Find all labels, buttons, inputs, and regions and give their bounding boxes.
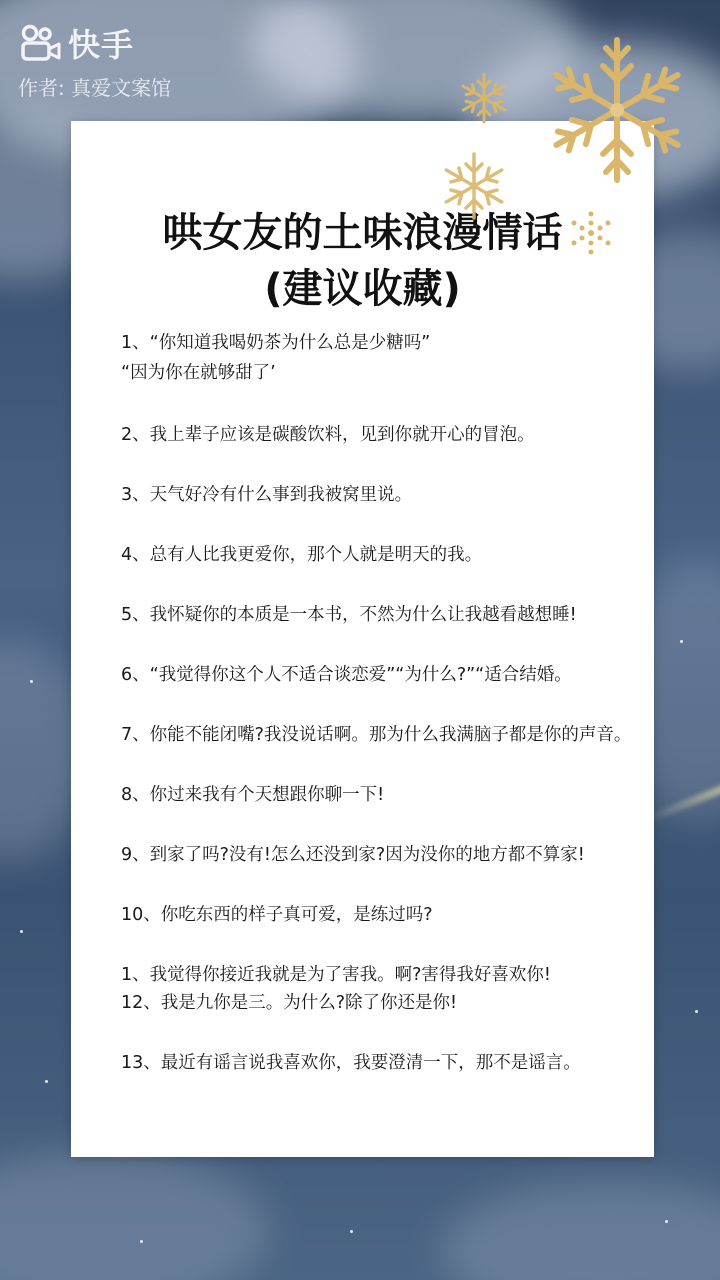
author-label: 作者: 真爱文案馆 [18,76,172,100]
app-brand[interactable] [18,20,134,66]
list-item: 4、总有人比我更爱你，那个人就是明天的我。 [121,545,483,565]
list-item: “因为你在就够甜了’ [121,363,276,383]
cloud [0,1150,270,1280]
star [30,680,33,683]
star [680,640,683,643]
list-item: 3、天气好冷有什么事到我被窝里说。 [121,485,413,505]
list-item: 2、我上辈子应该是碳酸饮料，见到你就开心的冒泡。 [121,425,535,445]
list-item: 7、你能不能闭嘴?我没说话啊。那为什么我满脑子都是你的声音。 [121,725,632,745]
list-item: 1、“你知道我喝奶茶为什么总是少糖吗” [121,333,431,353]
star [665,1220,668,1223]
list-item: 8、你过来我有个天想跟你聊一下! [121,785,385,805]
card-subtitle: (建议收藏) [264,266,461,312]
content-card [71,121,654,1157]
star [140,1240,143,1243]
card-title: 哄女友的土味浪漫情话 [162,210,563,256]
snowflake-icon [440,150,508,222]
star [695,1010,698,1013]
star [350,1230,353,1233]
app-name: 快手 [68,26,135,64]
list-item: 6、“我觉得你这个人不适合谈恋爱”“为什么?”“适合结婚。 [121,665,572,685]
list-item: 1、我觉得你接近我就是为了害我。啊?害得我好喜欢你! [121,965,551,985]
list-item: 12、我是九你是三。为什么?除了你还是你! [121,993,458,1013]
list-item: 9、到家了吗?没有!怎么还没到家?因为没你的地方都不算家! [121,845,585,865]
snowflake-icon [566,206,616,260]
snowflake-icon [458,70,510,126]
kuaishou-logo-icon [18,23,62,63]
star [45,1080,48,1083]
list-item: 5、我怀疑你的本质是一本书，不然为什么让我越看越想睡! [121,605,577,625]
snowflake-icon [542,30,692,190]
star [20,930,23,933]
cloud [440,1180,720,1280]
list-item: 13、最近有谣言说我喜欢你，我要澄清一下，那不是谣言。 [121,1053,581,1073]
list-item: 10、你吃东西的样子真可爱，是练过吗? [121,905,433,925]
